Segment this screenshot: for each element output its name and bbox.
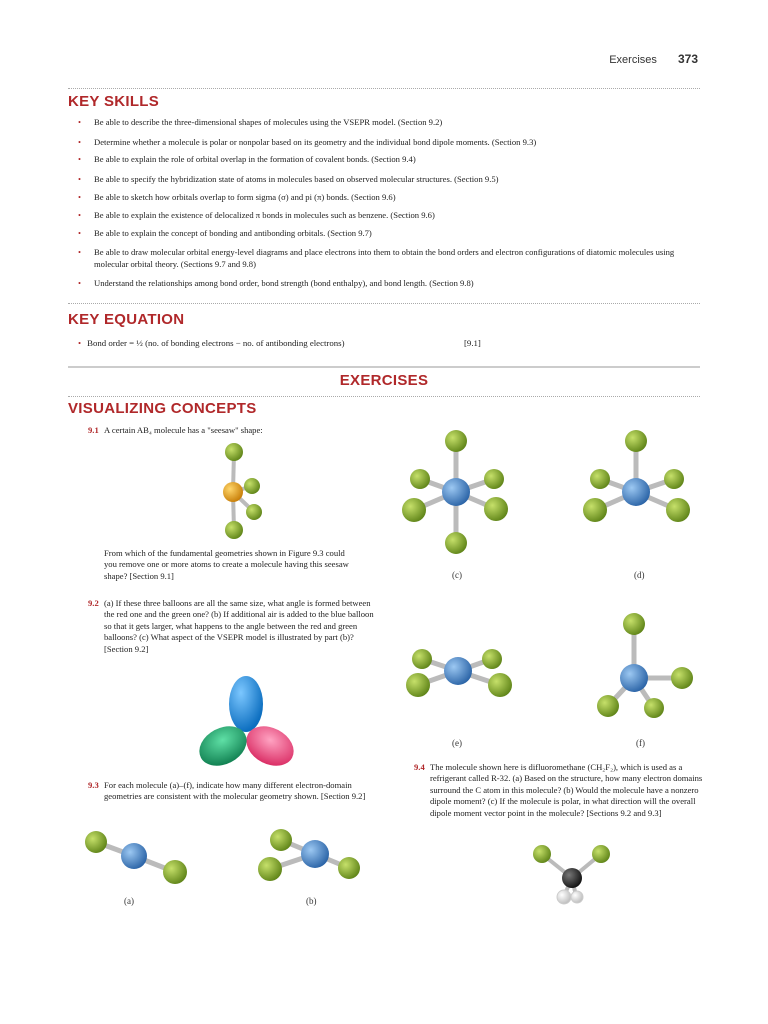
divider [68, 303, 700, 304]
molecule-b [255, 828, 365, 888]
carbon-atom [562, 868, 582, 888]
fluorine-atom [246, 504, 262, 520]
list-item: • Understand the relationships among bond order, bond strength (bond enthalpy), and bond length. (Section 9.8) [78, 278, 474, 288]
difluoromethane-figure [528, 842, 618, 912]
list-item: • Be able to draw molecular orbital energy-level diagrams and place electrons into them to obtain the bond orders and electron configurations of diatomic molecules using molecular orbital theory. (Sections 9.7 and 9.8) [78, 247, 675, 269]
molecule-e [400, 643, 515, 708]
page-header [609, 52, 698, 66]
seesaw-molecule-figure [210, 440, 270, 550]
divider [68, 88, 700, 89]
fluorine-atom [225, 521, 243, 539]
question-9-3: 9.3 For each molecule (a)–(f), indicate how many different electron-domain geometries are consistent with the molecular geometry shown. [Section 9.2] [88, 780, 366, 802]
hydrogen-atom [557, 890, 571, 904]
page-number: 373 [677, 52, 698, 66]
exercises-heading: EXERCISES [339, 372, 429, 389]
hydrogen-atom [571, 891, 583, 903]
list-item: • Be able to describe the three-dimensional shapes of molecules using the VSEPR model. (Section 9.2) [78, 117, 443, 127]
key-equation: • Bond order = ½ (no. of bonding electrons − no. of antibonding electrons) [9.1] [78, 338, 481, 348]
balloons-figure [196, 676, 300, 774]
molecule-a [82, 830, 192, 890]
visualizing-concepts-heading: VISUALIZING CONCEPTS [68, 400, 257, 417]
fluorine-atom [533, 845, 551, 863]
equation-text: Bond order = ½ (no. of bonding electrons − no. of antibonding electrons) [87, 338, 345, 348]
question-9-1-body: From which of the fundamental geometries shown in Figure 9.3 could you remove one or more atoms to create a molecule having this seesaw shape? [Section 9.1] [104, 548, 349, 581]
blue-balloon [229, 676, 263, 732]
molecule-f [590, 610, 700, 720]
figure-label-b: (b) [306, 896, 317, 906]
figure-label-e: (e) [452, 738, 462, 748]
question-9-1-intro: 9.1 A certain AB₄ molecule has a "seesaw" shape: [88, 425, 263, 435]
key-equation-heading: KEY EQUATION [68, 311, 185, 328]
list-item: • Be able to explain the concept of bonding and antibonding orbitals. (Section 9.7) [78, 228, 372, 238]
list-item: • Be able to explain the existence of delocalized π bonds in molecules such as benzene. (Section 9.6) [78, 210, 435, 220]
list-item: • Be able to specify the hybridization state of atoms in molecules based on observed molecular structures. (Section 9.5) [78, 174, 499, 184]
fluorine-atom [225, 443, 243, 461]
list-item: • Be able to sketch how orbitals overlap to form sigma (σ) and pi (π) bonds. (Section 9.6) [78, 192, 396, 202]
list-item: • Determine whether a molecule is polar or nonpolar based on its geometry and the individual bond dipole moments. (Section 9.3) [78, 137, 537, 147]
divider [68, 396, 700, 397]
equation-number: [9.1] [464, 338, 481, 348]
question-9-4: 9.4 The molecule shown here is difluoromethane (CH₂F₂), which is used as a refrigerant called R-32. (a) Based on the structure, how many electron domains surround the C atom in this molecule? (b) Would the molecule have a nonzero dipole moment? (c) If the molecule is polar, in what direction will the overall dipole moment vector point in the molecule? [Sections 9.2 and 9.3] [414, 762, 703, 818]
divider [68, 366, 700, 368]
list-item: • Be able to explain the role of orbital overlap in the formation of covalent bonds. (Section 9.4) [78, 154, 416, 164]
question-9-2: 9.2 (a) If these three balloons are all the same size, what angle is formed between the red one and the green one? (b) If additional air is added to the blue balloon so that it gets larger, what happens to the angle between the red and green balloons? (c) What aspect of the VSEPR model is illustrated by part (b)? [Section 9.2] [88, 598, 374, 654]
fluorine-atom [592, 845, 610, 863]
central-atom [223, 482, 243, 502]
figure-label-a: (a) [124, 896, 134, 906]
fluorine-atom [244, 478, 260, 494]
key-skills-heading: KEY SKILLS [68, 93, 160, 110]
molecule-c [400, 425, 510, 560]
figure-label-c: (c) [452, 570, 462, 580]
molecule-d [578, 425, 693, 535]
figure-label-f: (f) [636, 738, 645, 748]
running-head: Exercises [609, 54, 657, 66]
figure-label-d: (d) [634, 570, 645, 580]
